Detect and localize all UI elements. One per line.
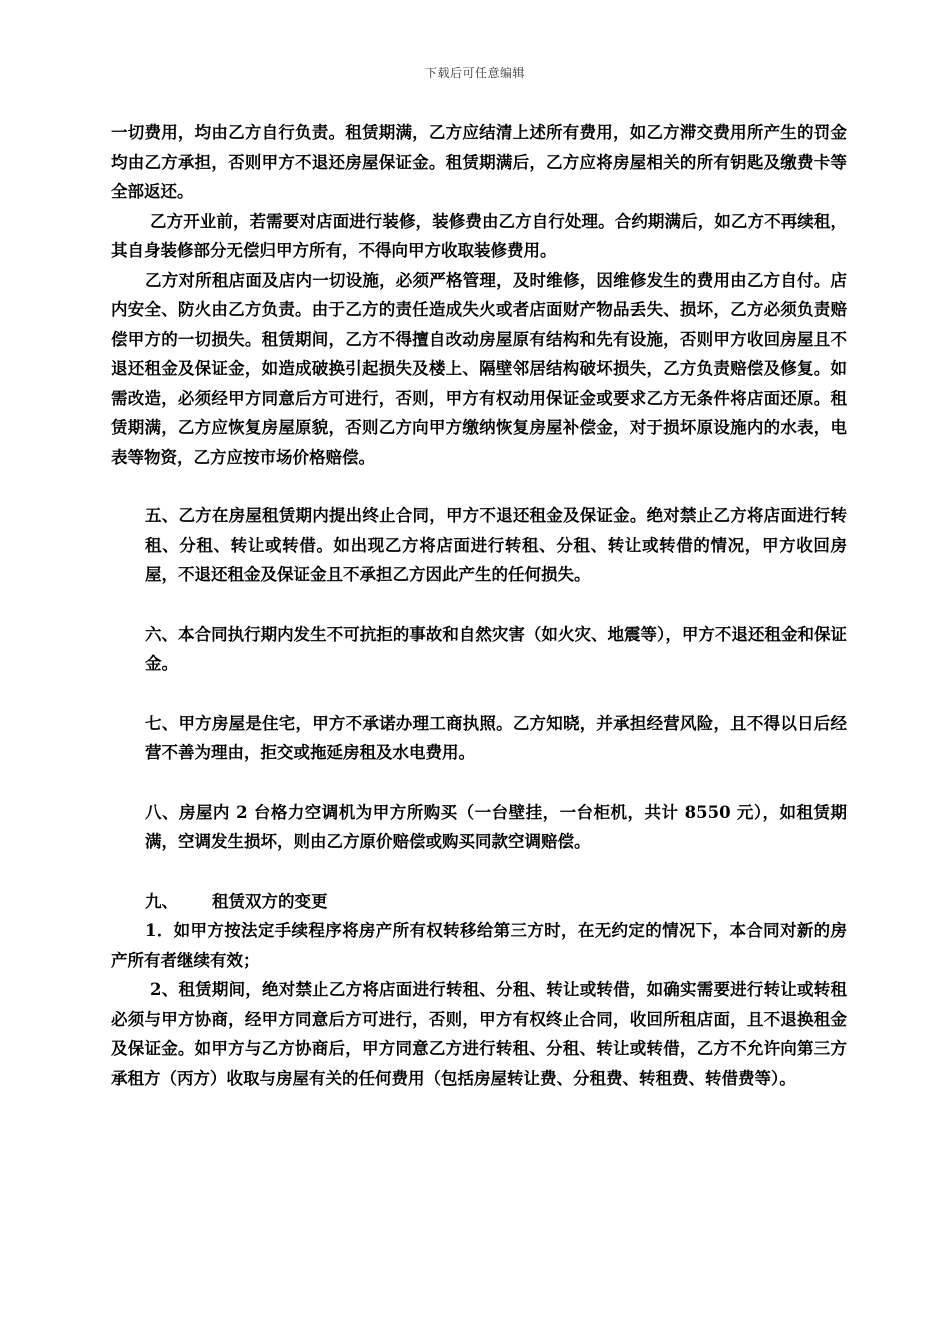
spacer <box>111 472 847 501</box>
paragraph-fees: 一切费用，均由乙方自行负责。租赁期满，乙方应结清上述所有费用，如乙方滞交费用所产生的罚金均由乙方承担，否则甲方不退还房屋保证金。租赁期满后，乙方应将房屋相关的所有钥匙及缴费卡等全部返还。 <box>111 123 847 201</box>
spacer <box>111 679 847 709</box>
clause-nine-number: 九、 <box>145 891 178 911</box>
clause-nine-item-2: 2、租赁期间，绝对禁止乙方将店面进行转租、分租、转让或转借，如确实需要进行转让或转租必须与甲方协商，经甲方同意后方可进行，否则，甲方有权终止合同，收回所租店面，且不退换租金及保证金。如甲方与乙方协商后，甲方同意乙方进行转租、分租、转让或转借，乙方不允许向第三方承租方（丙方）收取与房屋有关的任何费用（包括房屋转让费、分租费、转租费、转借费等）。 <box>111 980 847 1088</box>
spacer <box>111 590 847 620</box>
clause-five: 五、乙方在房屋租赁期内提出终止合同，甲方不退还租金及保证金。绝对禁止乙方将店面进行转租、分租、转让或转借。如出现乙方将店面进行转租、分租、转让或转借的情况，甲方收回房屋，不退还租金及保证金且不承担乙方因此产生的任何损失。 <box>145 506 847 584</box>
clause-nine-heading <box>111 887 847 917</box>
paragraph-decoration: 乙方开业前，若需要对店面进行装修，装修费由乙方自行处理。合约期满后，如乙方不再续租，其自身装修部分无偿归甲方所有，不得向甲方收取装修费用。 <box>111 211 847 260</box>
page-header: 下载后可任意编辑 <box>424 66 525 80</box>
document-body <box>111 118 847 1093</box>
spacer <box>111 857 847 887</box>
clause-seven: 七、甲方房屋是住宅，甲方不承诺办理工商执照。乙方知晓，并承担经营风险，且不得以日后经营不善为理由，拒交或拖延房租及水电费用。 <box>145 713 847 762</box>
clause-nine-title: 租赁双方的变更 <box>212 891 328 911</box>
spacer <box>111 768 847 798</box>
paragraph-facilities: 乙方对所租店面及店内一切设施，必须严格管理，及时维修，因维修发生的费用由乙方自付。店内安全、防火由乙方负责。由于乙方的责任造成失火或者店面财产物品丢失、损坏，乙方必须负责赔偿甲方的一切损失。租赁期间，乙方不得擅自改动房屋原有结构和先有设施，否则甲方收回房屋且不退还租金及保证金，如造成破换引起损失及楼上、隔壁邻居结构破坏损失，乙方负责赔偿及修复。如需改造，必须经甲方同意后方可进行，否则，甲方有权动用保证金或要求乙方无条件将店面还原。租赁期满，乙方应恢复房屋原貌，否则乙方向甲方缴纳恢复房屋补偿金，对于损坏原设施内的水表，电表等物资，乙方应按市场价格赔偿。 <box>111 270 847 467</box>
clause-nine-item-1: 1．如甲方按法定手续程序将房产所有权转移给第三方时，在无约定的情况下，本合同对新的房产所有者继续有效； <box>111 921 847 970</box>
clause-eight: 八、房屋内 2 台格力空调机为甲方所购买（一台壁挂，一台柜机，共计 8550 元），如租赁期满，空调发生损坏，则由乙方原价赔偿或购买同款空调赔偿。 <box>145 802 847 851</box>
clause-six: 六、本合同执行期内发生不可抗拒的事故和自然灾害（如火灾、地震等），甲方不退还租金和保证金。 <box>145 624 847 673</box>
